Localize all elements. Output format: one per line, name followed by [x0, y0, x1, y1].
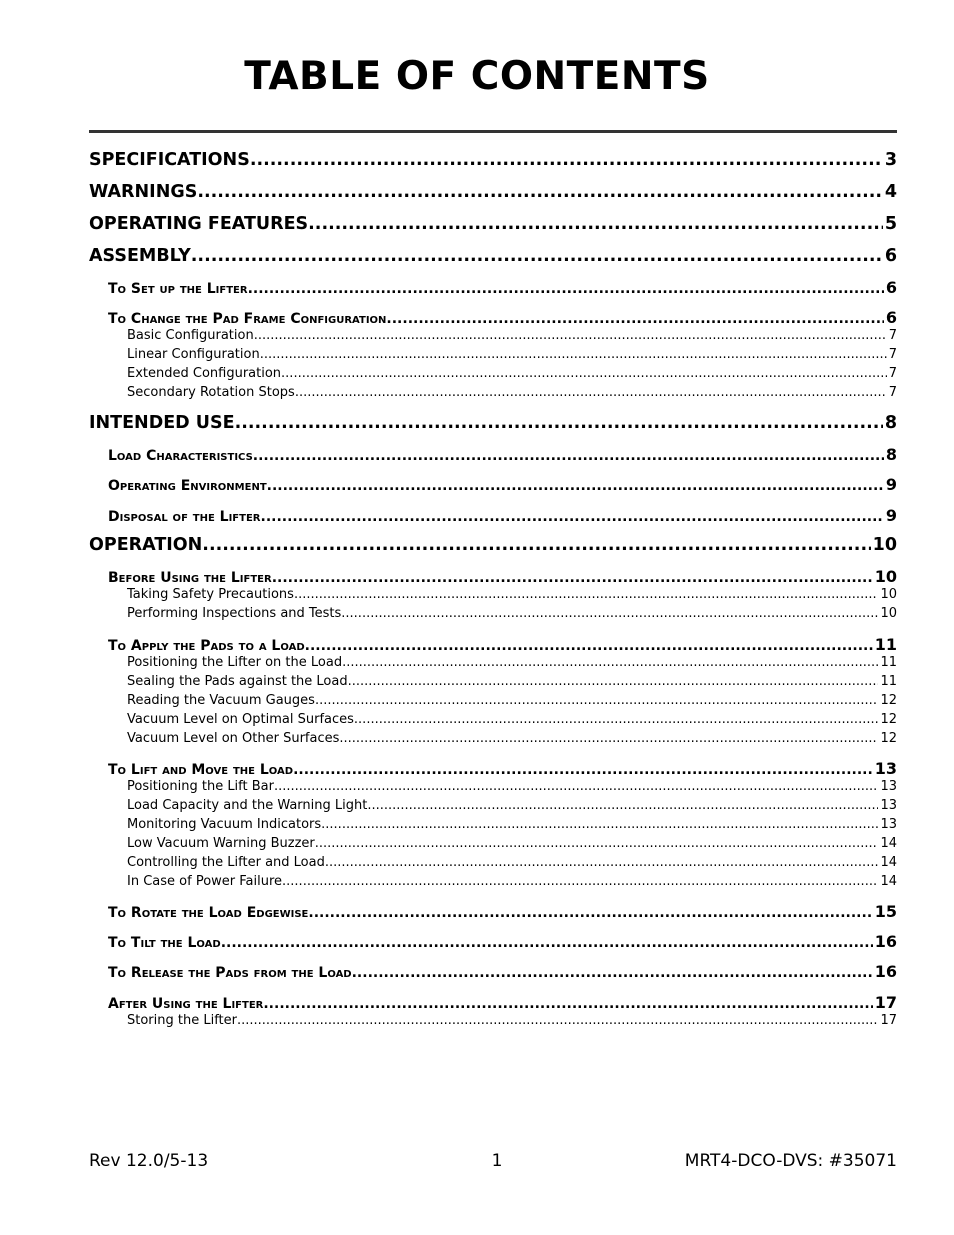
- toc-leader: [261, 509, 884, 525]
- toc-leader: [352, 965, 873, 981]
- toc-label: Sealing the Pads against the Load: [127, 674, 348, 689]
- toc-entry[interactable]: [89, 246, 897, 266]
- toc-leader: [305, 638, 873, 654]
- toc-label: Operating Environment: [108, 478, 267, 494]
- toc-leader: [197, 182, 883, 202]
- toc-label: Secondary Rotation Stops: [127, 385, 295, 400]
- toc-label: Load Characteristics: [108, 448, 253, 464]
- toc-page: 9: [885, 475, 897, 494]
- toc-label: Basic Configuration: [127, 328, 254, 343]
- toc-label: Reading the Vacuum Gauges: [127, 693, 315, 708]
- toc-entry[interactable]: [127, 606, 897, 621]
- toc-entry[interactable]: [127, 836, 897, 851]
- toc-leader: [308, 214, 883, 234]
- toc-entry[interactable]: [127, 1013, 897, 1028]
- toc-page: 3: [884, 150, 897, 170]
- toc-page: 7: [888, 366, 897, 381]
- toc-leader: [325, 855, 879, 870]
- toc-page: 13: [880, 779, 897, 794]
- toc-page: 10: [880, 606, 897, 621]
- toc-label: To Rotate the Load Edgewise: [108, 905, 309, 921]
- toc-page: 4: [884, 182, 897, 202]
- toc-entry[interactable]: [108, 506, 897, 525]
- toc-page: 8: [885, 445, 897, 464]
- toc-entry[interactable]: [127, 693, 897, 708]
- toc-leader: [367, 798, 878, 813]
- title-divider: [89, 130, 897, 133]
- toc-label: To Apply the Pads to a Load: [108, 638, 305, 654]
- toc-leader: [386, 311, 883, 327]
- toc-entry[interactable]: [89, 182, 897, 202]
- toc-label: WARNINGS: [89, 182, 198, 202]
- toc-label: OPERATING FEATURES: [89, 214, 309, 234]
- toc-label: Low Vacuum Warning Buzzer: [127, 836, 315, 851]
- toc-label: Monitoring Vacuum Indicators: [127, 817, 322, 832]
- toc-leader: [308, 905, 872, 921]
- toc-page: 6: [885, 308, 897, 327]
- toc-leader: [342, 655, 878, 670]
- toc-page: 16: [874, 962, 897, 981]
- toc-leader: [250, 150, 883, 170]
- toc-label: Disposal of the Lifter: [108, 509, 261, 525]
- toc-entry[interactable]: [127, 798, 897, 813]
- toc-label: After Using the Lifter: [108, 996, 264, 1012]
- footer-revision: Rev 12.0/5-13: [89, 1151, 209, 1171]
- toc-page: 13: [874, 759, 897, 778]
- toc-label: To Lift and Move the Load: [108, 762, 294, 778]
- toc-page: 12: [880, 693, 897, 708]
- toc-entry[interactable]: [127, 328, 897, 343]
- toc-entry[interactable]: [127, 385, 897, 400]
- toc-leader: [202, 535, 870, 555]
- toc-entry[interactable]: [108, 635, 897, 654]
- toc-page: 17: [880, 1013, 897, 1028]
- toc-label: Storing the Lifter: [127, 1013, 237, 1028]
- toc-entry[interactable]: [127, 731, 897, 746]
- toc-entry[interactable]: [89, 150, 897, 170]
- toc-leader: [295, 385, 887, 400]
- toc-page: 14: [880, 874, 897, 889]
- toc-leader: [321, 817, 878, 832]
- toc-entry[interactable]: [89, 535, 897, 555]
- footer-page-number: 1: [491, 1151, 503, 1171]
- toc-leader: [339, 731, 878, 746]
- toc-leader: [260, 347, 887, 362]
- toc-page: 10: [872, 535, 897, 555]
- toc-entry[interactable]: [108, 278, 897, 297]
- toc-entry[interactable]: [127, 655, 897, 670]
- toc-leader: [274, 779, 878, 794]
- toc-page: 8: [884, 413, 897, 433]
- toc-leader: [315, 693, 879, 708]
- toc-page: 9: [885, 506, 897, 525]
- toc-label: In Case of Power Failure: [127, 874, 283, 889]
- toc-label: OPERATION: [89, 535, 203, 555]
- toc-leader: [254, 328, 887, 343]
- toc-page: 11: [880, 655, 897, 670]
- toc-label: Performing Inspections and Tests: [127, 606, 342, 621]
- toc-leader: [248, 281, 884, 297]
- toc-leader: [293, 762, 873, 778]
- toc-page: 11: [880, 674, 897, 689]
- toc-label: Positioning the Lift Bar: [127, 779, 274, 794]
- toc-label: Positioning the Lifter on the Load: [127, 655, 343, 670]
- toc-leader: [191, 246, 883, 266]
- toc-leader: [315, 836, 879, 851]
- toc-page: 13: [880, 817, 897, 832]
- toc-entry[interactable]: [127, 779, 897, 794]
- toc-leader: [348, 674, 879, 689]
- toc-label: Before Using the Lifter: [108, 570, 272, 586]
- toc-page: 14: [880, 836, 897, 851]
- toc-label: Taking Safety Precautions: [127, 587, 294, 602]
- toc-page: 13: [880, 798, 897, 813]
- toc-leader: [272, 570, 873, 586]
- page-title: TABLE OF CONTENTS: [244, 54, 710, 99]
- toc-entry[interactable]: [108, 902, 897, 921]
- toc-page: 15: [874, 902, 897, 921]
- toc-label: Extended Configuration: [127, 366, 282, 381]
- toc-entry[interactable]: [127, 587, 897, 602]
- toc-entry[interactable]: [108, 308, 897, 327]
- toc-entry[interactable]: [127, 855, 897, 870]
- toc-page: 12: [880, 731, 897, 746]
- toc-leader: [253, 448, 884, 464]
- toc-entry[interactable]: [108, 759, 897, 778]
- toc-page: 7: [888, 328, 897, 343]
- toc-leader: [294, 587, 879, 602]
- toc-entry[interactable]: [127, 712, 897, 727]
- toc-page: 6: [885, 278, 897, 297]
- toc-leader: [282, 874, 878, 889]
- toc-entry[interactable]: [108, 932, 897, 951]
- toc-leader: [341, 606, 878, 621]
- toc-label: Linear Configuration: [127, 347, 260, 362]
- toc-page: 17: [874, 993, 897, 1012]
- toc-label: ASSEMBLY: [89, 246, 191, 266]
- toc-page: 14: [880, 855, 897, 870]
- toc-entry[interactable]: [127, 874, 897, 889]
- toc-page: 5: [884, 214, 897, 234]
- toc-entry[interactable]: [127, 817, 897, 832]
- toc-label: Vacuum Level on Optimal Surfaces: [127, 712, 354, 727]
- toc-leader: [235, 413, 883, 433]
- toc-label: Controlling the Lifter and Load: [127, 855, 325, 870]
- toc-entry[interactable]: [127, 366, 897, 381]
- toc-entry[interactable]: [108, 445, 897, 464]
- toc-leader: [263, 996, 872, 1012]
- toc-entry[interactable]: [108, 567, 897, 586]
- toc-label: INTENDED USE: [89, 413, 235, 433]
- toc-page: 10: [874, 567, 897, 586]
- toc-label: To Set up the Lifter: [108, 281, 248, 297]
- toc-label: Vacuum Level on Other Surfaces: [127, 731, 340, 746]
- toc-label: To Tilt the Load: [108, 935, 221, 951]
- toc-page: 12: [880, 712, 897, 727]
- toc-leader: [267, 478, 884, 494]
- toc-page: 7: [888, 385, 897, 400]
- toc-leader: [237, 1013, 878, 1028]
- toc-label: Load Capacity and the Warning Light: [127, 798, 368, 813]
- toc-entry[interactable]: [108, 475, 897, 494]
- toc-page: 7: [888, 347, 897, 362]
- toc-page: 10: [880, 587, 897, 602]
- toc-entry[interactable]: [108, 993, 897, 1012]
- toc-entry[interactable]: [89, 214, 897, 234]
- toc-leader: [221, 935, 873, 951]
- toc-entry[interactable]: [127, 674, 897, 689]
- toc-page: 11: [874, 635, 897, 654]
- toc-entry[interactable]: [108, 962, 897, 981]
- toc-page: 6: [884, 246, 897, 266]
- toc-entry[interactable]: [89, 413, 897, 433]
- toc-label: SPECIFICATIONS: [89, 150, 250, 170]
- toc-label: To Change the Pad Frame Configuration: [108, 311, 387, 327]
- footer-document-id: MRT4-DCO-DVS: #35071: [684, 1151, 897, 1171]
- toc-page: 16: [874, 932, 897, 951]
- toc-leader: [281, 366, 887, 381]
- toc-entry[interactable]: [127, 347, 897, 362]
- toc-label: To Release the Pads from the Load: [108, 965, 352, 981]
- toc-leader: [354, 712, 879, 727]
